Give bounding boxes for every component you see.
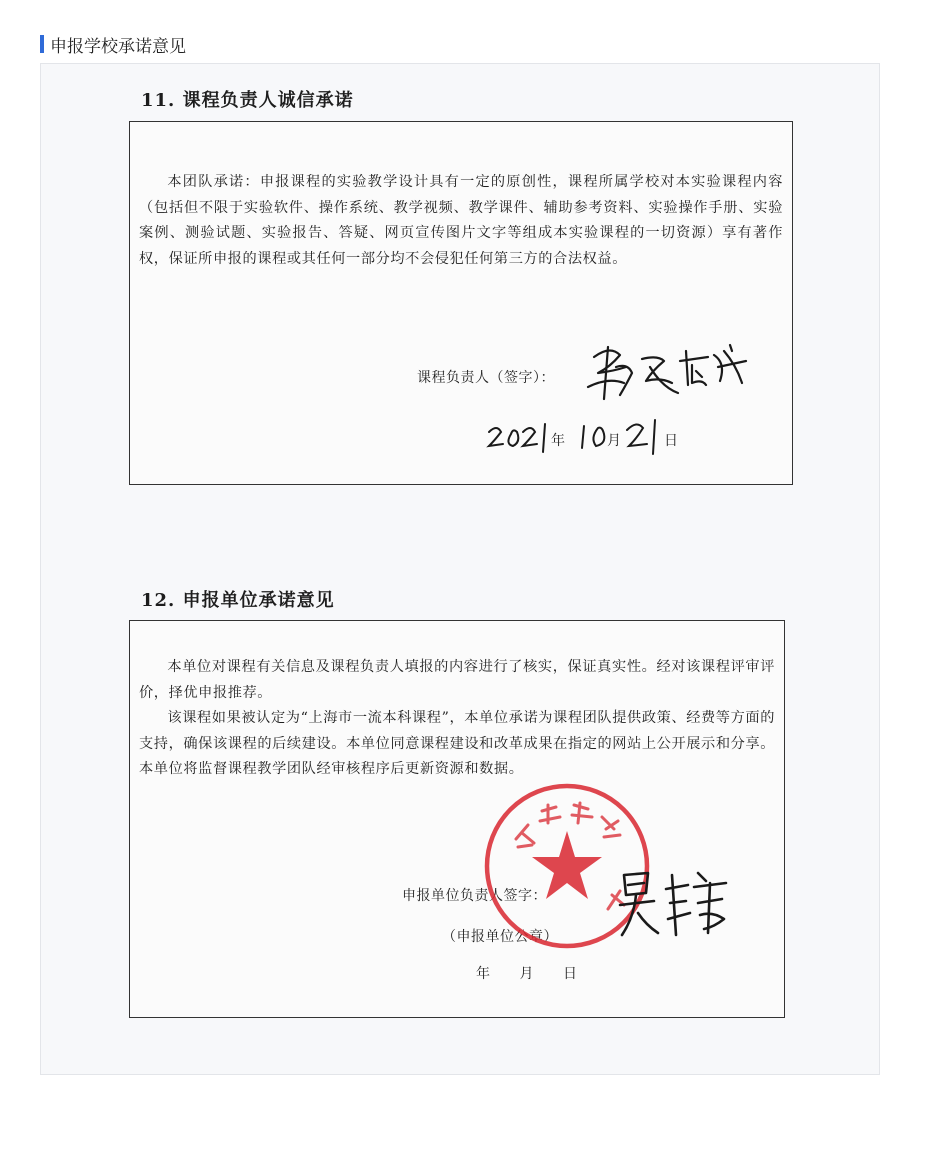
scanned-document	[129, 74, 793, 1054]
page-header	[40, 33, 186, 55]
day-char: 日	[664, 433, 679, 449]
integrity-commitment-text: 本团队承诺：申报课程的实验教学设计具有一定的原创性，课程所属学校对本实验课程内容（包括但不限于实验软件、操作系统、教学视频、教学课件、辅助参考资料、实验操作手册、实验案例、测验试题、实验报告、答疑、网页宣传图片文字等组成本实验课程的一切资源）享有著作权，保证所申报的课程或其任何一部分均不会侵犯任何第三方的合法权益。	[139, 174, 783, 267]
month-char: 月	[607, 433, 622, 449]
unit-leader-signature	[614, 863, 744, 947]
unit-signature-label: 申报单位负责人签字：	[402, 888, 547, 904]
unit-date-label: 年 月 日	[476, 966, 578, 982]
accent-bar	[40, 35, 44, 53]
year-char: 年	[551, 433, 566, 449]
section-11-box	[129, 121, 793, 485]
page-title: 申报学校承诺意见	[50, 36, 186, 57]
support-paragraph: 该课程如果被认定为“上海市一流本科课程”，本单位承诺为课程团队提供政策、经费等方面的支持，确保该课程的后续建设。本单位同意课程建设和改革成果在指定的网站上公开展示和分享。本单位将监督课程教学团队经审核程序后更新资源和数据。	[139, 710, 775, 778]
section-11-paragraph	[139, 170, 783, 272]
section-11-title: 11. 课程负责人诚信承诺	[141, 90, 354, 111]
section-12-box	[129, 620, 785, 1018]
verification-paragraph: 本单位对课程有关信息及课程负责人填报的内容进行了核实，保证真实性。经对该课程评审评价，择优申报推荐。	[139, 659, 775, 701]
document-frame	[40, 63, 880, 1075]
section-12-title: 12. 申报单位承诺意见	[141, 590, 335, 611]
unit-seal-label: （申报单位公章）	[442, 929, 558, 945]
handwritten-year	[485, 422, 553, 454]
section-12-paragraphs	[139, 655, 775, 783]
course-leader-signature-label: 课程负责人（签字）：	[417, 370, 555, 386]
handwritten-signature	[580, 337, 755, 407]
handwritten-date	[485, 414, 705, 464]
handwritten-day	[623, 416, 669, 456]
